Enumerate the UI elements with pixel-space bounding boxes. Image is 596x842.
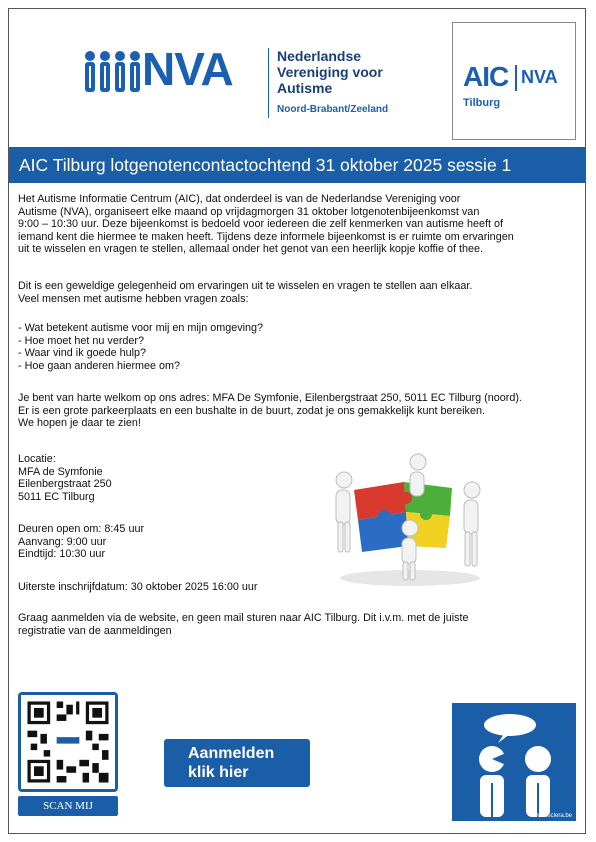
nva-full-name [277, 48, 383, 96]
text-line: uit te wisselen en vragen te stellen, allemaal onder het genot van een heerlijk kopje koffie of thee. [18, 243, 483, 256]
nva-region: Noord-Brabant/Zeeland [277, 104, 389, 115]
intro-paragraph [18, 193, 514, 256]
aic-logo-divider [515, 65, 517, 91]
nva-name-line: Autisme [277, 80, 333, 96]
qr-code[interactable] [18, 692, 118, 792]
pictogram-credit: www.sclera.be [533, 813, 572, 819]
title-bar [9, 147, 585, 183]
aic-logo-nva: NVA [521, 67, 558, 87]
location-line: 5011 EC Tilburg [18, 490, 95, 503]
welcome-paragraph [18, 392, 522, 430]
register-paragraph [18, 612, 469, 637]
text-line: Je bent van harte welkom op ons adres: MFA De Symfonie, Eilenbergstraat 250, 5011 EC Tilburg (noord). [18, 392, 522, 404]
time-line: Aanvang: 9:00 uur [18, 535, 107, 548]
aic-logo [452, 22, 576, 140]
location-line: Eilenbergstraat 250 [18, 478, 112, 491]
people-icon [82, 50, 144, 94]
logo-divider [268, 48, 269, 118]
register-button[interactable] [164, 739, 310, 787]
text-line: Dit is een geweldige gelegenheid om ervaringen uit te wisselen en vragen te stellen aan elkaar. [18, 280, 473, 292]
location-block [18, 453, 112, 503]
nva-name-line: Vereniging voor [277, 64, 383, 80]
questions-list [18, 322, 263, 372]
text-line: Het Autisme Informatie Centrum (AIC), dat onderdeel is van de Nederlandse Vereniging voor [18, 193, 461, 205]
text-line: registratie van de aanmeldingen [18, 624, 172, 637]
nva-logo [82, 44, 392, 124]
list-item: - Wat betekent autisme voor mij en mijn omgeving? [18, 322, 264, 334]
qr-code-block[interactable] [18, 692, 118, 820]
list-item: - Hoe gaan anderen hiermee om? [18, 359, 181, 372]
text-line: 9:00 – 10:30 uur. Deze bijeenkomst is bedoeld voor iedereen die zelf kenmerken van autisme heeft of [18, 218, 503, 231]
text-line: Er is een grote parkeerplaats en een bushalte in de buurt, zodat je ons gemakkelijk kunt bereiken. [18, 404, 485, 417]
register-button-line: klik hier [188, 764, 249, 781]
scan-label: SCAN MIJ [18, 796, 118, 816]
register-button-line: Aanmelden [188, 745, 275, 762]
aic-logo-word: AIC [463, 61, 509, 92]
text-line: Graag aanmelden via de website, en geen mail sturen naar AIC Tilburg. Dit i.v.m. met de juiste [18, 612, 469, 624]
nva-logo-letters: NVA [142, 43, 233, 95]
text-line: Autisme (NVA), organiseert elke maand op vrijdagmorgen 31 oktober lotgenotenbijeenkomst van [18, 205, 480, 218]
location-line: MFA de Symfonie [18, 465, 103, 478]
text-line: iemand kent die hiermee te maken heeft. Tijdens deze informele bijeenkomst is er ruimte om ervaringen [18, 230, 514, 243]
times-block [18, 523, 144, 561]
deadline-text: Uiterste inschrijfdatum: 30 oktober 2025 16:00 uur [18, 581, 258, 593]
opportunity-paragraph [18, 280, 472, 305]
nva-name-line: Nederlandse [277, 48, 362, 64]
aic-logo-city: Tilburg [463, 97, 501, 109]
time-line: Eindtijd: 10:30 uur [18, 548, 106, 561]
puzzle-people-illustration [322, 450, 492, 590]
text-line: We hopen je daar te zien! [18, 417, 141, 430]
page-title: AIC Tilburg lotgenotencontactochtend 31 oktober 2025 sessie 1 [19, 155, 512, 175]
list-item: - Hoe moet het nu verder? [18, 334, 145, 347]
text-line: Veel mensen met autisme hebben vragen zoals: [18, 292, 249, 305]
list-item: - Waar vind ik goede hulp? [18, 347, 147, 360]
conversation-pictogram [452, 703, 576, 821]
conversation-icon [452, 703, 576, 821]
qr-code-icon [21, 695, 115, 789]
location-label: Locatie: [18, 453, 56, 465]
time-line: Deuren open om: 8:45 uur [18, 523, 145, 535]
